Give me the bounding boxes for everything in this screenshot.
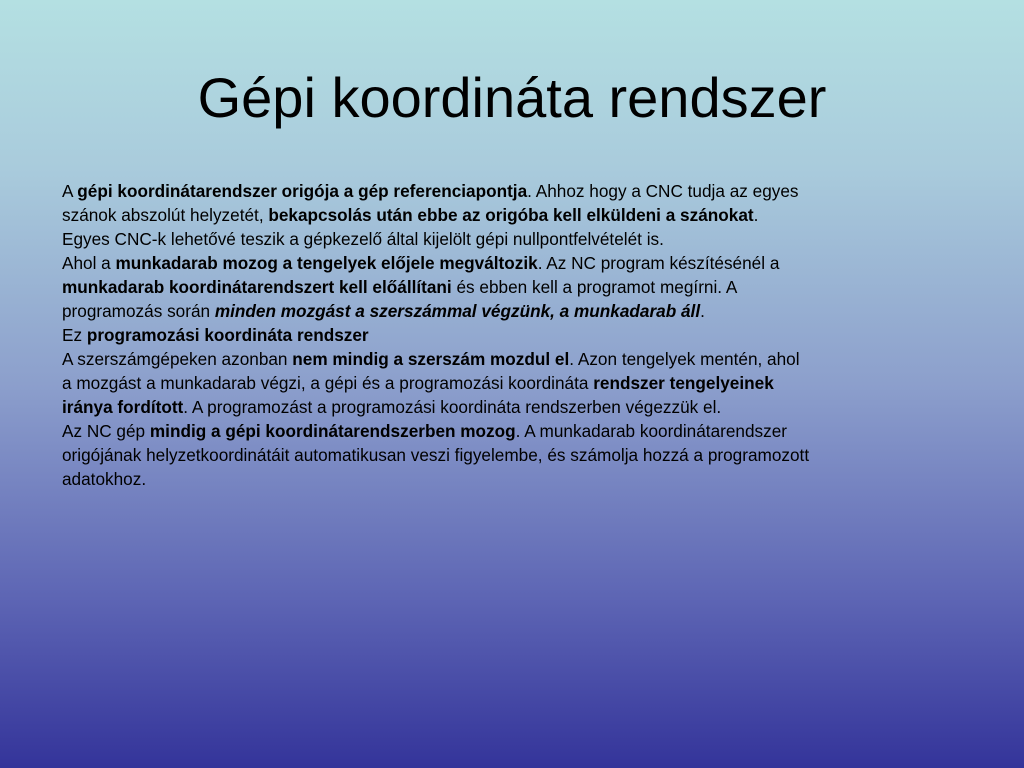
body-text-line [62, 203, 942, 227]
text-run: A [62, 181, 78, 201]
emphasized-text-run: munkadarab koordinátarendszert kell előállítani [62, 277, 452, 297]
emphasized-text-run: iránya fordított [62, 397, 184, 417]
body-text-line [62, 275, 942, 299]
text-run: . [753, 205, 759, 225]
emphasized-text-run: minden mozgást a szerszámmal végzünk, a munkadarab áll [214, 301, 701, 321]
body-text-line [62, 179, 942, 203]
emphasized-text-run: munkadarab mozog a tengelyek előjele megváltozik [115, 253, 538, 273]
body-text-line [62, 227, 942, 251]
body-text-line [62, 347, 942, 371]
slide-body-text [62, 179, 942, 491]
body-text-line [62, 323, 942, 347]
emphasized-text-run: programozási koordináta rendszer [86, 325, 369, 345]
slide-title: Gépi koordináta rendszer [197, 66, 827, 129]
text-run: Ez [62, 325, 87, 345]
text-run: . [700, 301, 705, 321]
text-run: programozás során [62, 301, 215, 321]
text-run: . Az NC program készítésénél a [537, 253, 780, 273]
text-run: Egyes CNC-k lehetővé teszik a gépkezelő által kijelölt gépi nullpontfelvételét is. [62, 229, 664, 249]
emphasized-text-run: rendszer tengelyeinek [593, 373, 774, 393]
body-text-line [62, 395, 942, 419]
text-run: adatokhoz. [62, 469, 147, 489]
text-run: szánok abszolút helyzetét, [62, 205, 269, 225]
emphasized-text-run: gépi koordinátarendszer origója a gép referenciapontja [77, 181, 528, 201]
text-run: . Azon tengelyek mentén, ahol [569, 349, 800, 369]
text-run: . Ahhoz hogy a CNC tudja az egyes [527, 181, 799, 201]
emphasized-text-run: bekapcsolás után ebbe az origóba kell elküldeni a szánokat [268, 205, 754, 225]
body-text-line [62, 371, 942, 395]
text-run: A szerszámgépeken azonban [62, 349, 293, 369]
text-run: a mozgást a munkadarab végzi, a gépi és a programozási koordináta [62, 373, 594, 393]
text-run: . A munkadarab koordinátarendszer [515, 421, 788, 441]
body-text-line [62, 443, 942, 467]
text-run: . A programozást a programozási koordináta rendszerben végezzük el. [183, 397, 722, 417]
text-run: Az NC gép [62, 421, 150, 441]
text-run: Ahol a [62, 253, 116, 273]
text-run: origójának helyzetkoordinátáit automatikusan veszi figyelembe, és számolja hozzá a programozott [62, 445, 810, 465]
body-text-line [62, 299, 942, 323]
body-text-line [62, 251, 942, 275]
emphasized-text-run: nem mindig a szerszám mozdul el [292, 349, 570, 369]
body-text-line [62, 467, 942, 491]
text-run: és ebben kell a programot megírni. A [451, 277, 738, 297]
emphasized-text-run: mindig a gépi koordinátarendszerben mozog [149, 421, 516, 441]
body-text-line [62, 419, 942, 443]
